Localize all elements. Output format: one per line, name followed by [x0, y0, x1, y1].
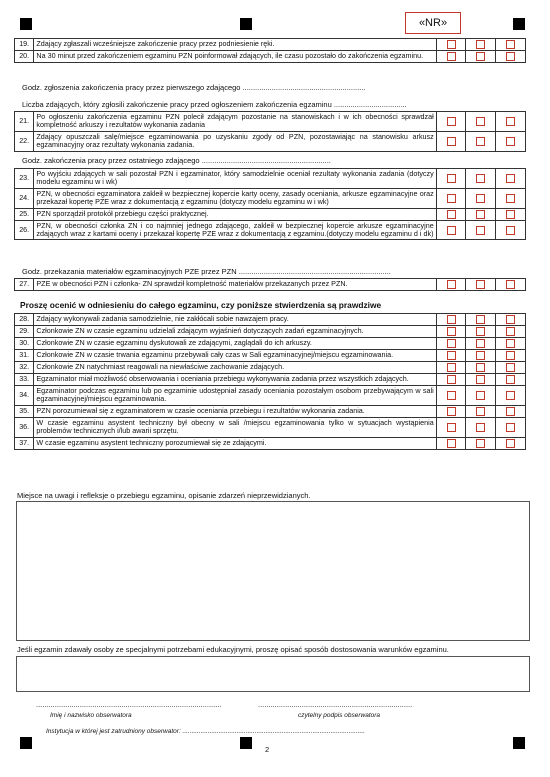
first-finish-time-line[interactable]: Godz. zgłoszenia zakończenia pracy przez pierwszego zdającego ........................................................... — [22, 83, 366, 92]
checkbox-cell — [496, 279, 526, 291]
checkbox-cell — [466, 112, 496, 132]
checklist-row — [15, 326, 526, 338]
observer-name-line[interactable]: ......................................................................................... — [36, 700, 222, 709]
no-checkbox[interactable] — [476, 423, 485, 432]
checkbox-cell — [496, 169, 526, 189]
checkbox-cell — [496, 39, 526, 51]
no-checkbox[interactable] — [476, 363, 485, 372]
row-number: 24. — [15, 188, 34, 208]
yes-checkbox[interactable] — [447, 363, 456, 372]
checklist-row — [15, 386, 526, 406]
statement-text: Zdający wykonywali zadania samodzielnie, nie zakłócali sobie nawzajem pracy. — [34, 314, 436, 326]
na-checkbox[interactable] — [506, 407, 515, 416]
na-checkbox[interactable] — [506, 351, 515, 360]
no-checkbox[interactable] — [476, 315, 485, 324]
registration-mark-bottom-center — [240, 737, 252, 749]
na-checkbox[interactable] — [506, 40, 515, 49]
page-number: 2 — [265, 745, 270, 754]
checkbox-cell — [466, 208, 496, 220]
registration-mark-top-left — [20, 18, 32, 30]
statement-text: Zdający zgłaszali wcześniejsze zakończenie pracy przez podniesienie ręki. — [34, 39, 436, 51]
checklist-table-4 — [14, 278, 526, 291]
no-checkbox[interactable] — [476, 439, 485, 448]
checkbox-cell — [496, 188, 526, 208]
checkbox-cell — [466, 51, 496, 63]
checkbox-cell — [466, 39, 496, 51]
row-number: 35. — [15, 405, 34, 417]
statement-text: Egzaminator miał możliwość obserwowania i oceniania przebiegu wykonywania zadania przez wszystkich zdających. — [34, 374, 436, 386]
checklist-row — [15, 208, 526, 220]
checklist-row — [15, 437, 526, 449]
checkbox-cell — [436, 437, 466, 449]
no-checkbox[interactable] — [476, 194, 485, 203]
materials-transfer-time-line[interactable]: Godz. przekazania materiałów egzaminacyjnych PZE przez PZN ......................................................................... — [22, 267, 391, 276]
checkbox-cell — [466, 405, 496, 417]
early-finish-count-line[interactable]: Liczba zdających, który zgłosili zakończenie pracy przed ogłoszeniem zakończenia egzaminu ................................... — [22, 100, 407, 109]
no-checkbox[interactable] — [476, 391, 485, 400]
no-checkbox[interactable] — [476, 351, 485, 360]
no-checkbox[interactable] — [476, 375, 485, 384]
na-checkbox[interactable] — [506, 391, 515, 400]
checkbox-cell — [436, 131, 466, 151]
checkbox-cell — [436, 169, 466, 189]
registration-mark-top-right — [513, 18, 525, 30]
assessment-heading: Proszę ocenić w odniesieniu do całego egzaminu, czy poniższe stwierdzenia są prawdziwe — [20, 300, 382, 310]
statement-text: Członkowie ZN natychmiast reagowali na niewłaściwe zachowanie zdających. — [34, 362, 436, 374]
checklist-table-2 — [14, 111, 526, 152]
statement-text: Na 30 minut przed zakończeniem egzaminu PZN poinformował zdających, ile czasu pozostało do zakończenia egzaminu. — [34, 51, 436, 63]
no-checkbox[interactable] — [476, 174, 485, 183]
checkbox-cell — [466, 362, 496, 374]
checkbox-cell — [466, 314, 496, 326]
checklist-row — [15, 417, 526, 437]
checkbox-cell — [496, 350, 526, 362]
checkbox-cell — [466, 350, 496, 362]
checklist-row — [15, 362, 526, 374]
row-number: 21. — [15, 112, 34, 132]
checkbox-cell — [436, 374, 466, 386]
na-checkbox[interactable] — [506, 423, 515, 432]
checkbox-cell — [466, 338, 496, 350]
yes-checkbox[interactable] — [447, 210, 456, 219]
notes-label: Miejsce na uwagi i refleksje o przebiegu egzaminu, opisanie zdarzeń nieprzewidzianych. — [17, 491, 311, 500]
no-checkbox[interactable] — [476, 117, 485, 126]
nr-field: «NR» — [405, 12, 461, 34]
yes-checkbox[interactable] — [447, 439, 456, 448]
na-checkbox[interactable] — [506, 210, 515, 219]
no-checkbox[interactable] — [476, 226, 485, 235]
checklist-row — [15, 188, 526, 208]
checkbox-cell — [496, 314, 526, 326]
yes-checkbox[interactable] — [447, 375, 456, 384]
checkbox-cell — [496, 220, 526, 240]
no-checkbox[interactable] — [476, 40, 485, 49]
checkbox-cell — [436, 208, 466, 220]
row-number: 36. — [15, 417, 34, 437]
observer-signature-line[interactable]: .......................................................................... — [258, 700, 413, 709]
row-number: 32. — [15, 362, 34, 374]
checklist-row — [15, 112, 526, 132]
na-checkbox[interactable] — [506, 339, 515, 348]
checkbox-cell — [436, 279, 466, 291]
checkbox-cell — [496, 362, 526, 374]
na-checkbox[interactable] — [506, 363, 515, 372]
checklist-row — [15, 350, 526, 362]
row-number: 33. — [15, 374, 34, 386]
yes-checkbox[interactable] — [447, 194, 456, 203]
na-checkbox[interactable] — [506, 315, 515, 324]
no-checkbox[interactable] — [476, 52, 485, 61]
checklist-row — [15, 169, 526, 189]
statement-text: Członkowie ZN w czasie trwania egzaminu przebywali cały czas w Sali egzaminacyjnej/miejscu egzaminowania. — [34, 350, 436, 362]
statement-text: W czasie egzaminu asystent techniczny porozumiewał się ze zdającymi. — [34, 437, 436, 449]
statement-text: PZN, w obecności członka ZN i co najmniej jednego zdającego, zakleił w bezpiecznej kopercie arkusze egzaminacyjne zdających wraz z kartami oceny i przekazał kopertę PZE wraz z dokumentacją z egzaminu.(dotyczy modelu egzaminu d i dk) — [34, 220, 436, 240]
statement-text: W czasie egzaminu asystent techniczny był obecny w sali /miejscu egzaminowania tylko w sytuacjach wystąpienia problemów technicznych i/lub awarii sprzętu. — [34, 417, 436, 437]
checkbox-cell — [436, 326, 466, 338]
checkbox-cell — [436, 314, 466, 326]
row-number: 30. — [15, 338, 34, 350]
checkbox-cell — [436, 386, 466, 406]
statement-text: PZN, w obecności egzaminatora zakleił w bezpiecznej kopercie karty oceny, zasady oceniania, arkusze egzaminacyjne oraz przekazał kopertę PZE wraz z dokumentacją z egzaminu (dotyczy modelu egzaminu w i wk) — [34, 188, 436, 208]
row-number: 29. — [15, 326, 34, 338]
row-number: 31. — [15, 350, 34, 362]
statement-text: Po ogłoszeniu zakończenia egzaminu PZN polecił zdającym pozostanie na stanowiskach i w ich obecności sprawdzał kompletność arkuszy i rezultatów wykonania zadania — [34, 112, 436, 132]
checkbox-cell — [466, 386, 496, 406]
checklist-row — [15, 374, 526, 386]
yes-checkbox[interactable] — [447, 339, 456, 348]
row-number: 34. — [15, 386, 34, 406]
no-checkbox[interactable] — [476, 210, 485, 219]
row-number: 25. — [15, 208, 34, 220]
statement-text: PZN sporządził protokół przebiegu części praktycznej. — [34, 208, 436, 220]
checkbox-cell — [466, 417, 496, 437]
checkbox-cell — [436, 112, 466, 132]
statement-text: PZE w obecności PZN i członka- ZN sprawdził kompletność materiałów przekazanych przez PZN. — [34, 279, 436, 291]
checklist-row — [15, 338, 526, 350]
yes-checkbox[interactable] — [447, 280, 456, 289]
na-checkbox[interactable] — [506, 226, 515, 235]
checkbox-cell — [436, 338, 466, 350]
yes-checkbox[interactable] — [447, 40, 456, 49]
yes-checkbox[interactable] — [447, 407, 456, 416]
checkbox-cell — [436, 362, 466, 374]
notes-textbox[interactable] — [16, 501, 530, 641]
yes-checkbox[interactable] — [447, 117, 456, 126]
checklist-row — [15, 314, 526, 326]
no-checkbox[interactable] — [476, 339, 485, 348]
observer-signature-label: czytelny podpis obserwatora — [298, 712, 381, 719]
na-checkbox[interactable] — [506, 194, 515, 203]
na-checkbox[interactable] — [506, 174, 515, 183]
registration-mark-top-center — [240, 18, 252, 30]
na-checkbox[interactable] — [506, 439, 515, 448]
yes-checkbox[interactable] — [447, 391, 456, 400]
row-number: 37. — [15, 437, 34, 449]
yes-checkbox[interactable] — [447, 351, 456, 360]
registration-mark-bottom-right — [513, 737, 525, 749]
checkbox-cell — [466, 279, 496, 291]
institution-line[interactable]: Instytucja w której jest zatrudniony obserwator: ..................................................................................................... — [46, 728, 365, 735]
row-number: 23. — [15, 169, 34, 189]
row-number: 22. — [15, 131, 34, 151]
no-checkbox[interactable] — [476, 327, 485, 336]
checklist-row — [15, 279, 526, 291]
na-checkbox[interactable] — [506, 280, 515, 289]
checklist-table-3 — [14, 168, 526, 240]
statement-text: Członkowie ZN w czasie egzaminu dyskutowali ze zdającymi, zaglądali do ich arkuszy. — [34, 338, 436, 350]
statement-text: Po wyjściu zdających w sali pozostał PZN i egzaminator, który samodzielnie oceniał rezultaty wykonania zadania (dotyczy modelu egzaminu w i wk) — [34, 169, 436, 189]
checklist-row — [15, 39, 526, 51]
checkbox-cell — [496, 374, 526, 386]
row-number: 26. — [15, 220, 34, 240]
checkbox-cell — [496, 417, 526, 437]
statement-text: Członkowie ZN w czasie egzaminu udzielali zdającym wyjaśnień dotyczących zadań egzaminacyjnych. — [34, 326, 436, 338]
checkbox-cell — [496, 386, 526, 406]
checklist-table-1 — [14, 38, 526, 63]
na-checkbox[interactable] — [506, 137, 515, 146]
yes-checkbox[interactable] — [447, 315, 456, 324]
checkbox-cell — [466, 374, 496, 386]
row-number: 27. — [15, 279, 34, 291]
special-needs-label: Jeśli egzamin zdawały osoby ze specjalnymi potrzebami edukacyjnymi, proszę opisać sposób dostosowania warunków egzaminu. — [17, 645, 449, 654]
na-checkbox[interactable] — [506, 327, 515, 336]
statement-text: PZN porozumiewał się z egzaminatorem w czasie oceniania przebiegu i rezultatów wykonania zadania. — [34, 405, 436, 417]
row-number: 19. — [15, 39, 34, 51]
yes-checkbox[interactable] — [447, 226, 456, 235]
checkbox-cell — [436, 188, 466, 208]
yes-checkbox[interactable] — [447, 423, 456, 432]
yes-checkbox[interactable] — [447, 327, 456, 336]
statement-text: Zdający opuszczali salę/miejsce egzaminowania po uzyskaniu zgody od PZN, pozostawiając na stanowisku arkusz egzaminacyjny oraz rezultaty wykonania zadania. — [34, 131, 436, 151]
checkbox-cell — [466, 326, 496, 338]
checklist-row — [15, 405, 526, 417]
checkbox-cell — [436, 51, 466, 63]
checkbox-cell — [466, 131, 496, 151]
checkbox-cell — [436, 220, 466, 240]
na-checkbox[interactable] — [506, 117, 515, 126]
no-checkbox[interactable] — [476, 137, 485, 146]
checklist-row — [15, 51, 526, 63]
checkbox-cell — [436, 405, 466, 417]
checkbox-cell — [496, 112, 526, 132]
statement-text: Egzaminator podczas egzaminu lub po egzaminie udostępniał zasady oceniania pozostałym osobom przebywającym w sali egzaminacyjnej/miejscu egzaminowania. — [34, 386, 436, 406]
registration-mark-bottom-left — [20, 737, 32, 749]
row-number: 28. — [15, 314, 34, 326]
last-finish-time-line[interactable]: Godz. zakończenia pracy przez ostatniego zdającego .............................................................. — [22, 156, 331, 165]
row-number: 20. — [15, 51, 34, 63]
checkbox-cell — [436, 350, 466, 362]
checkbox-cell — [466, 169, 496, 189]
na-checkbox[interactable] — [506, 375, 515, 384]
checkbox-cell — [496, 51, 526, 63]
checklist-row — [15, 220, 526, 240]
checkbox-cell — [496, 326, 526, 338]
observer-name-label: Imię i nazwisko obserwatora — [50, 712, 132, 719]
no-checkbox[interactable] — [476, 280, 485, 289]
checkbox-cell — [436, 417, 466, 437]
checkbox-cell — [466, 437, 496, 449]
yes-checkbox[interactable] — [447, 137, 456, 146]
checklist-table-5 — [14, 313, 526, 450]
checkbox-cell — [496, 338, 526, 350]
checklist-row — [15, 131, 526, 151]
checkbox-cell — [496, 437, 526, 449]
yes-checkbox[interactable] — [447, 174, 456, 183]
na-checkbox[interactable] — [506, 52, 515, 61]
checkbox-cell — [466, 188, 496, 208]
special-needs-textbox[interactable] — [16, 656, 530, 692]
no-checkbox[interactable] — [476, 407, 485, 416]
checkbox-cell — [496, 208, 526, 220]
checkbox-cell — [496, 405, 526, 417]
yes-checkbox[interactable] — [447, 52, 456, 61]
checkbox-cell — [466, 220, 496, 240]
checkbox-cell — [436, 39, 466, 51]
checkbox-cell — [496, 131, 526, 151]
